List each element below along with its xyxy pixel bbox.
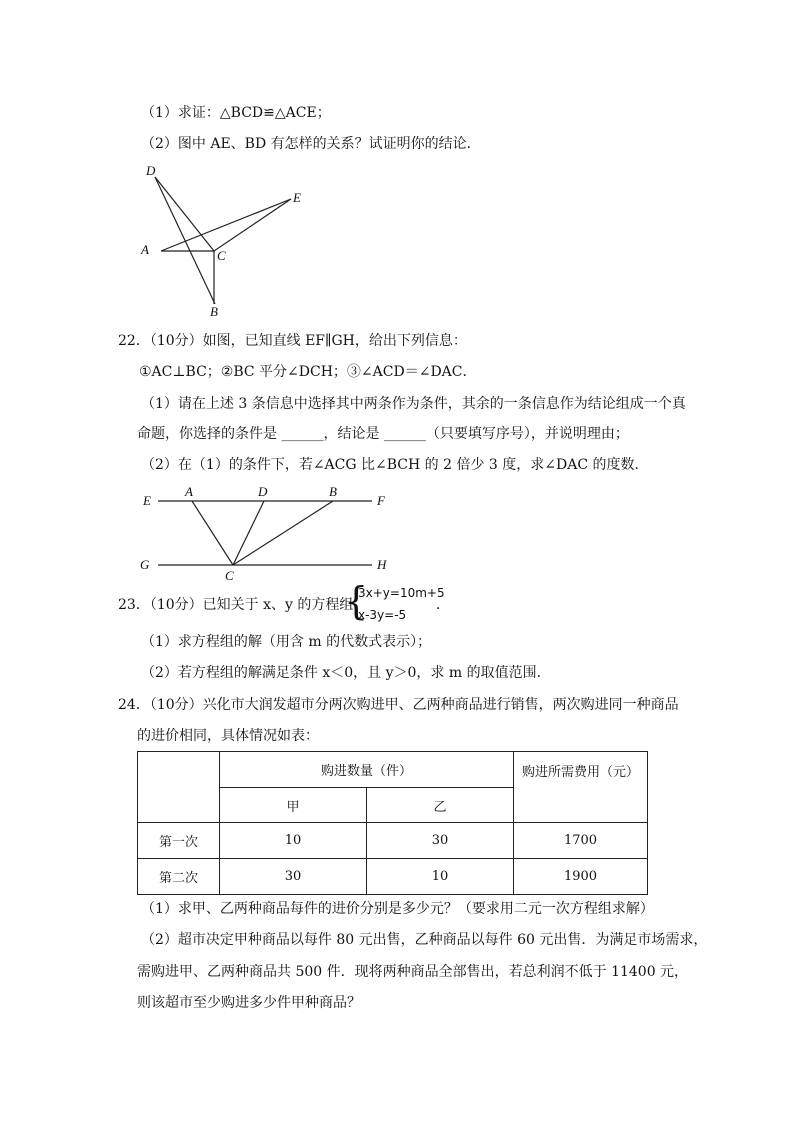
q22-part1-line2: 命题，你选择的条件是 ______，结论是 ______（只要填写序号），并说明理由；: [137, 426, 629, 442]
q24-part2-line3: 则该超市至少购进多少件甲种商品？: [137, 995, 361, 1011]
q22-part1-line1: （1）请在上述 3 条信息中选择其中两条作为条件，其余的一条信息作为结论组成一个真: [141, 396, 686, 412]
q23-part2: （2）若方程组的解满足条件 x＜0，且 y＞0，求 m 的取值范围．: [141, 665, 551, 681]
brace-icon: {: [344, 579, 369, 623]
q22-label-E: E: [143, 493, 151, 508]
q21-label-C: C: [217, 248, 226, 263]
table-header-row: [138, 752, 648, 788]
q24-part1: （1）求甲、乙两种商品每件的进价分别是多少元？（要求用二元一次方程组求解）: [141, 901, 654, 917]
q21-label-B: B: [210, 304, 218, 319]
q22-label-C: C: [225, 568, 234, 583]
cell-jia: 30: [220, 859, 367, 895]
cell-yi: 10: [367, 859, 514, 895]
q22-label-F: F: [377, 493, 385, 508]
row-label: 第一次: [138, 823, 220, 859]
q22-label-A: A: [185, 484, 193, 499]
q21-label-A: A: [141, 242, 149, 257]
row-label: 第二次: [138, 859, 220, 895]
q24-heading: 24．（10分）兴化市大润发超市分两次购进甲、乙两种商品进行销售，两次购进同一种商品: [118, 697, 679, 713]
cell-cost: 1700: [514, 823, 648, 859]
table-corner-cell: [138, 752, 220, 823]
q22-info: ①AC⊥BC；②BC 平分∠DCH；③∠ACD＝∠DAC．: [139, 364, 477, 380]
q22-label-H: H: [377, 557, 387, 572]
cell-jia: 10: [220, 823, 367, 859]
q23-part1: （1）求方程组的解（用含 m 的代数式表示）；: [141, 634, 432, 650]
cell-yi: 30: [367, 823, 514, 859]
q21-part1: （1）求证：△BCD≌△ACE；: [141, 105, 331, 121]
q24-part2-line2: 需购进甲、乙两种商品共 500 件．现将两种商品全部售出，若总利润不低于 11400 元，: [137, 964, 689, 980]
purchase-table: [137, 751, 648, 895]
q21-label-D: D: [146, 163, 156, 178]
q23-heading: 23．（10分）已知关于 x、y 的方程组: [118, 597, 354, 613]
q24-part2-line1: （2）超市决定甲种商品以每件 80 元出售，乙种商品以每件 60 元出售．为满足市场需求，: [141, 932, 708, 948]
q22-label-B: B: [329, 484, 337, 499]
q22-label-D: D: [258, 484, 268, 499]
q21-part2: （2）图中 AE、BD 有怎样的关系？试证明你的结论．: [141, 136, 481, 152]
q23-period: ．: [436, 597, 450, 613]
table-row: [138, 823, 648, 859]
header-cost: 购进所需费用（元）: [514, 752, 648, 823]
header-quantity: 购进数量（件）: [220, 752, 514, 788]
q22-label-G: G: [140, 557, 150, 572]
header-jia: 甲: [220, 788, 367, 823]
line-AC: [192, 501, 233, 565]
q23-equation-2: x-3y=-5: [358, 608, 407, 622]
q23-equation-1: 3x+y=10m+5: [358, 586, 445, 600]
q22-part2: （2）在（1）的条件下，若∠ACG 比∠BCH 的 2 倍少 3 度，求∠DAC 的度数．: [141, 457, 649, 473]
table-row: [138, 859, 648, 895]
q22-heading: 22．（10分）如图，已知直线 EF∥GH，给出下列信息：: [118, 333, 467, 349]
cell-cost: 1900: [514, 859, 648, 895]
q24-heading-2: 的进价相同，具体情况如表：: [137, 728, 319, 744]
q21-label-E: E: [293, 190, 301, 205]
header-yi: 乙: [367, 788, 514, 823]
